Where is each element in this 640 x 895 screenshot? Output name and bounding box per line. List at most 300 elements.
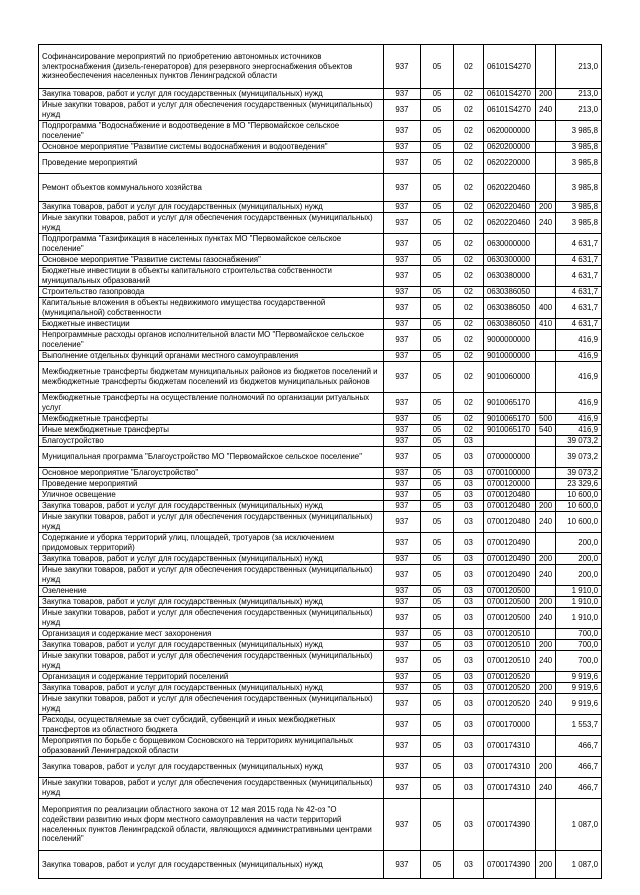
row-pr: 03: [454, 799, 484, 851]
row-name: Иные закупки товаров, работ и услуг для обеспечения государственных (муниципальных) нужд: [39, 565, 384, 586]
row-cs: 0700120520: [484, 672, 536, 683]
row-pr: 02: [454, 287, 484, 298]
row-vr: 200: [536, 757, 556, 778]
row-vr: [536, 490, 556, 501]
row-cs: 0700000000: [484, 447, 536, 468]
row-rz: 05: [421, 121, 454, 142]
row-cs: 0630300000: [484, 255, 536, 266]
row-sum: 1 087,0: [556, 851, 602, 879]
row-pr: 03: [454, 597, 484, 608]
row-name: Иные закупки товаров, работ и услуг для обеспечения государственных (муниципальных) нужд: [39, 651, 384, 672]
row-vr: 200: [536, 202, 556, 213]
row-gr: 937: [384, 121, 421, 142]
row-sum: 466,7: [556, 736, 602, 757]
row-rz: 05: [421, 694, 454, 715]
row-name: Бюджетные инвестиции: [39, 319, 384, 330]
row-vr: [536, 255, 556, 266]
table-row: [39, 174, 602, 202]
row-pr: 02: [454, 266, 484, 287]
row-pr: 02: [454, 153, 484, 174]
row-sum: 3 985,8: [556, 142, 602, 153]
row-rz: 05: [421, 362, 454, 393]
row-gr: 937: [384, 799, 421, 851]
row-rz: 05: [421, 757, 454, 778]
row-pr: 02: [454, 425, 484, 436]
row-cs: 0700174390: [484, 851, 536, 879]
row-cs: 0700174310: [484, 736, 536, 757]
row-pr: 03: [454, 468, 484, 479]
row-sum: 4 631,7: [556, 266, 602, 287]
row-name: Бюджетные инвестиции в объекты капитального строительства собственности муниципальных образований: [39, 266, 384, 287]
row-sum: 1 910,0: [556, 608, 602, 629]
row-cs: 0700120510: [484, 651, 536, 672]
row-cs: 9010065170: [484, 425, 536, 436]
row-vr: 200: [536, 683, 556, 694]
row-sum: 39 073,2: [556, 447, 602, 468]
row-name: Подпрограмма "Газификация в населенных пунктах МО "Первомайское сельское поселение": [39, 234, 384, 255]
row-name: Озеленение: [39, 586, 384, 597]
row-pr: 03: [454, 694, 484, 715]
row-sum: 10 600,0: [556, 501, 602, 512]
row-gr: 937: [384, 683, 421, 694]
row-name: Иные закупки товаров, работ и услуг для обеспечения государственных (муниципальных) нужд: [39, 694, 384, 715]
row-pr: 03: [454, 683, 484, 694]
row-rz: 05: [421, 683, 454, 694]
row-vr: 240: [536, 651, 556, 672]
row-cs: 0700120480: [484, 512, 536, 533]
row-rz: 05: [421, 586, 454, 597]
row-name: Мероприятия по борьбе с борщевиком Сосновского на территориях муниципальных образований Ленинградской области: [39, 736, 384, 757]
row-rz: 05: [421, 319, 454, 330]
row-cs: 0630386050: [484, 319, 536, 330]
row-rz: 05: [421, 436, 454, 447]
table-row: [39, 597, 602, 608]
row-sum: 4 631,7: [556, 298, 602, 319]
row-name: Организация и содержание территорий поселений: [39, 672, 384, 683]
row-name: Закупка товаров, работ и услуг для государственных (муниципальных) нужд: [39, 683, 384, 694]
row-pr: 03: [454, 490, 484, 501]
row-cs: 9010065170: [484, 393, 536, 414]
row-rz: 05: [421, 651, 454, 672]
row-gr: 937: [384, 851, 421, 879]
table-row: [39, 447, 602, 468]
row-pr: 03: [454, 715, 484, 736]
row-sum: 3 985,8: [556, 213, 602, 234]
row-vr: [536, 586, 556, 597]
table-row: [39, 319, 602, 330]
row-rz: 05: [421, 234, 454, 255]
table-row: [39, 213, 602, 234]
row-vr: [536, 287, 556, 298]
row-name: Основное мероприятие "Развитие системы водоснабжения и водоотведения": [39, 142, 384, 153]
table-row: [39, 121, 602, 142]
row-gr: 937: [384, 266, 421, 287]
row-gr: 937: [384, 597, 421, 608]
row-name: Межбюджетные трансферты: [39, 414, 384, 425]
row-name: Организация и содержание мест захоронения: [39, 629, 384, 640]
row-cs: 0700120490: [484, 533, 536, 554]
row-gr: 937: [384, 694, 421, 715]
row-gr: 937: [384, 319, 421, 330]
table-row: [39, 142, 602, 153]
row-sum: 10 600,0: [556, 512, 602, 533]
row-name: Строительство газопровода: [39, 287, 384, 298]
row-pr: 02: [454, 255, 484, 266]
row-rz: 05: [421, 468, 454, 479]
row-cs: 0620220460: [484, 213, 536, 234]
row-vr: [536, 174, 556, 202]
row-sum: 4 631,7: [556, 319, 602, 330]
row-sum: 3 985,8: [556, 202, 602, 213]
row-pr: 03: [454, 736, 484, 757]
row-cs: 0700120500: [484, 586, 536, 597]
row-name: Благоустройство: [39, 436, 384, 447]
row-sum: 700,0: [556, 640, 602, 651]
table-row: [39, 479, 602, 490]
row-pr: 03: [454, 778, 484, 799]
row-cs: 0700120520: [484, 683, 536, 694]
row-name: Ремонт объектов коммунального хозяйства: [39, 174, 384, 202]
table-row: [39, 715, 602, 736]
table-row: [39, 45, 602, 89]
row-gr: 937: [384, 202, 421, 213]
row-gr: 937: [384, 629, 421, 640]
table-row: [39, 799, 602, 851]
row-pr: 03: [454, 672, 484, 683]
row-sum: 213,0: [556, 45, 602, 89]
row-name: Расходы, осуществляемые за счет субсидий, субвенций и иных межбюджетных трансфертов из областного бюджета: [39, 715, 384, 736]
row-rz: 05: [421, 351, 454, 362]
row-gr: 937: [384, 153, 421, 174]
row-sum: 700,0: [556, 629, 602, 640]
row-vr: [536, 153, 556, 174]
row-rz: 05: [421, 45, 454, 89]
row-gr: 937: [384, 554, 421, 565]
row-vr: [536, 672, 556, 683]
row-cs: 9010000000: [484, 351, 536, 362]
row-name: Основное мероприятие "Развитие системы газоснабжения": [39, 255, 384, 266]
row-cs: 0620220460: [484, 202, 536, 213]
row-rz: 05: [421, 608, 454, 629]
row-pr: 03: [454, 447, 484, 468]
row-gr: 937: [384, 778, 421, 799]
row-gr: 937: [384, 736, 421, 757]
row-pr: 02: [454, 414, 484, 425]
row-pr: 02: [454, 174, 484, 202]
row-sum: 416,9: [556, 330, 602, 351]
row-pr: 03: [454, 757, 484, 778]
row-cs: 0700174390: [484, 799, 536, 851]
row-cs: 0700120520: [484, 694, 536, 715]
row-rz: 05: [421, 89, 454, 100]
row-cs: 0630380000: [484, 266, 536, 287]
row-name: Капитальные вложения в объекты недвижимого имущества государственной (муниципальной) собственности: [39, 298, 384, 319]
table-row: [39, 629, 602, 640]
row-rz: 05: [421, 479, 454, 490]
row-rz: 05: [421, 554, 454, 565]
table-row: [39, 436, 602, 447]
row-vr: 200: [536, 597, 556, 608]
budget-table: [38, 44, 602, 879]
row-sum: 4 631,7: [556, 287, 602, 298]
row-gr: 937: [384, 501, 421, 512]
row-gr: 937: [384, 640, 421, 651]
table-row: [39, 234, 602, 255]
row-cs: 0700120500: [484, 597, 536, 608]
row-cs: 0700174310: [484, 757, 536, 778]
row-vr: [536, 142, 556, 153]
row-pr: 03: [454, 501, 484, 512]
row-name: Закупка товаров, работ и услуг для государственных (муниципальных) нужд: [39, 501, 384, 512]
table-row: [39, 266, 602, 287]
row-gr: 937: [384, 672, 421, 683]
row-sum: 1 910,0: [556, 597, 602, 608]
row-pr: 03: [454, 608, 484, 629]
row-name: Содержание и уборка территорий улиц, площадей, тротуаров (за исключением придомовых территорий): [39, 533, 384, 554]
row-name: Непрограммные расходы органов исполнительной власти МО "Первомайское сельское поселение": [39, 330, 384, 351]
row-pr: 03: [454, 640, 484, 651]
row-vr: [536, 234, 556, 255]
row-sum: 9 919,6: [556, 694, 602, 715]
row-cs: 0700174310: [484, 778, 536, 799]
row-cs: 0630000000: [484, 234, 536, 255]
table-row: [39, 672, 602, 683]
row-pr: 02: [454, 142, 484, 153]
row-vr: [536, 447, 556, 468]
row-cs: 0700100000: [484, 468, 536, 479]
table-row: [39, 694, 602, 715]
row-rz: 05: [421, 851, 454, 879]
row-pr: 03: [454, 479, 484, 490]
row-sum: 3 985,8: [556, 174, 602, 202]
row-cs: 06101S4270: [484, 100, 536, 121]
row-rz: 05: [421, 640, 454, 651]
row-sum: 200,0: [556, 554, 602, 565]
table-row: [39, 554, 602, 565]
row-rz: 05: [421, 100, 454, 121]
table-row: [39, 414, 602, 425]
row-cs: 0630386050: [484, 287, 536, 298]
row-gr: 937: [384, 287, 421, 298]
row-gr: 937: [384, 533, 421, 554]
budget-table-body: [39, 45, 602, 879]
row-cs: 06101S4270: [484, 45, 536, 89]
row-rz: 05: [421, 715, 454, 736]
table-row: [39, 851, 602, 879]
row-pr: 02: [454, 351, 484, 362]
table-row: [39, 512, 602, 533]
row-rz: 05: [421, 629, 454, 640]
row-cs: 0700120510: [484, 629, 536, 640]
row-sum: 416,9: [556, 351, 602, 362]
row-gr: 937: [384, 479, 421, 490]
row-name: Иные закупки товаров, работ и услуг для обеспечения государственных (муниципальных) нужд: [39, 512, 384, 533]
row-vr: 410: [536, 319, 556, 330]
row-gr: 937: [384, 330, 421, 351]
row-rz: 05: [421, 736, 454, 757]
row-vr: 240: [536, 565, 556, 586]
row-rz: 05: [421, 266, 454, 287]
row-vr: 240: [536, 512, 556, 533]
row-gr: 937: [384, 715, 421, 736]
row-sum: 466,7: [556, 757, 602, 778]
row-gr: 937: [384, 414, 421, 425]
row-vr: 400: [536, 298, 556, 319]
table-row: [39, 362, 602, 393]
row-cs: 0700120480: [484, 490, 536, 501]
row-vr: [536, 468, 556, 479]
row-cs: 0700120490: [484, 554, 536, 565]
row-name: Закупка товаров, работ и услуг для государственных (муниципальных) нужд: [39, 597, 384, 608]
row-name: Мероприятия по реализации областного закона от 12 мая 2015 года № 42-оз "О содействии развитию иных форм местного самоуправления на части территорий населенных пунктов Ленинградской области, являющихся административными центрами поселений": [39, 799, 384, 851]
row-cs: 0620200000: [484, 142, 536, 153]
row-cs: 0620220000: [484, 153, 536, 174]
row-gr: 937: [384, 234, 421, 255]
row-gr: 937: [384, 393, 421, 414]
table-row: [39, 683, 602, 694]
table-row: [39, 736, 602, 757]
row-cs: 9010065170: [484, 414, 536, 425]
row-vr: 200: [536, 89, 556, 100]
row-rz: 05: [421, 142, 454, 153]
row-pr: 02: [454, 45, 484, 89]
table-row: [39, 533, 602, 554]
row-gr: 937: [384, 45, 421, 89]
row-name: Муниципальная программа "Благоустройство МО "Первомайское сельское поселение": [39, 447, 384, 468]
row-vr: [536, 629, 556, 640]
row-vr: [536, 736, 556, 757]
row-cs: 0620220460: [484, 174, 536, 202]
row-pr: 02: [454, 393, 484, 414]
table-row: [39, 330, 602, 351]
row-sum: 9 919,6: [556, 672, 602, 683]
row-rz: 05: [421, 565, 454, 586]
row-sum: 416,9: [556, 393, 602, 414]
row-pr: 03: [454, 651, 484, 672]
row-gr: 937: [384, 213, 421, 234]
row-gr: 937: [384, 174, 421, 202]
row-gr: 937: [384, 757, 421, 778]
row-vr: 240: [536, 778, 556, 799]
table-row: [39, 608, 602, 629]
row-vr: 200: [536, 851, 556, 879]
row-sum: 4 631,7: [556, 255, 602, 266]
row-sum: 200,0: [556, 565, 602, 586]
table-row: [39, 425, 602, 436]
row-pr: 02: [454, 89, 484, 100]
row-name: Иные закупки товаров, работ и услуг для обеспечения государственных (муниципальных) нужд: [39, 778, 384, 799]
row-rz: 05: [421, 672, 454, 683]
row-gr: 937: [384, 89, 421, 100]
row-pr: 03: [454, 436, 484, 447]
row-pr: 03: [454, 554, 484, 565]
row-pr: 02: [454, 362, 484, 393]
row-name: Иные закупки товаров, работ и услуг для обеспечения государственных (муниципальных) нужд: [39, 100, 384, 121]
table-row: [39, 651, 602, 672]
row-gr: 937: [384, 255, 421, 266]
row-vr: [536, 330, 556, 351]
row-pr: 03: [454, 533, 484, 554]
row-pr: 02: [454, 213, 484, 234]
row-vr: 240: [536, 608, 556, 629]
row-vr: [536, 479, 556, 490]
row-vr: [536, 436, 556, 447]
row-gr: 937: [384, 565, 421, 586]
row-cs: 0620000000: [484, 121, 536, 142]
row-pr: 02: [454, 121, 484, 142]
row-name: Софинансирование мероприятий по приобретению автономных источников электроснабжения (дизель-генераторов) для резервного энергоснабжения объектов жизнеобеспечения населенных пунктов Ленинградской области: [39, 45, 384, 89]
row-cs: 0700120480: [484, 501, 536, 512]
row-gr: 937: [384, 651, 421, 672]
row-sum: 1 553,7: [556, 715, 602, 736]
row-rz: 05: [421, 202, 454, 213]
table-row: [39, 468, 602, 479]
row-sum: 213,0: [556, 100, 602, 121]
row-gr: 937: [384, 586, 421, 597]
row-rz: 05: [421, 414, 454, 425]
row-name: Иные закупки товаров, работ и услуг для обеспечения государственных (муниципальных) нужд: [39, 213, 384, 234]
row-sum: 213,0: [556, 89, 602, 100]
row-gr: 937: [384, 362, 421, 393]
row-vr: [536, 351, 556, 362]
table-row: [39, 287, 602, 298]
row-vr: [536, 45, 556, 89]
row-pr: 03: [454, 565, 484, 586]
row-rz: 05: [421, 512, 454, 533]
row-gr: 937: [384, 425, 421, 436]
row-sum: 3 985,8: [556, 153, 602, 174]
row-sum: 39 073,2: [556, 468, 602, 479]
row-sum: 23 329,6: [556, 479, 602, 490]
row-rz: 05: [421, 597, 454, 608]
row-rz: 05: [421, 490, 454, 501]
row-sum: 200,0: [556, 533, 602, 554]
row-rz: 05: [421, 298, 454, 319]
row-gr: 937: [384, 468, 421, 479]
row-rz: 05: [421, 255, 454, 266]
row-rz: 05: [421, 153, 454, 174]
table-row: [39, 89, 602, 100]
row-vr: 240: [536, 694, 556, 715]
row-cs: 0700120500: [484, 608, 536, 629]
table-row: [39, 202, 602, 213]
row-name: Иные межбюджетные трансферты: [39, 425, 384, 436]
table-row: [39, 757, 602, 778]
row-vr: 240: [536, 100, 556, 121]
row-gr: 937: [384, 608, 421, 629]
row-vr: [536, 533, 556, 554]
table-row: [39, 393, 602, 414]
row-sum: 1 087,0: [556, 799, 602, 851]
row-gr: 937: [384, 436, 421, 447]
row-gr: 937: [384, 298, 421, 319]
table-row: [39, 501, 602, 512]
row-rz: 05: [421, 174, 454, 202]
row-name: Проведение мероприятий: [39, 479, 384, 490]
row-sum: 466,7: [556, 778, 602, 799]
row-sum: 10 600,0: [556, 490, 602, 501]
row-cs: 0700120510: [484, 640, 536, 651]
row-rz: 05: [421, 425, 454, 436]
row-vr: [536, 715, 556, 736]
table-row: [39, 100, 602, 121]
row-name: Проведение мероприятий: [39, 153, 384, 174]
table-row: [39, 351, 602, 362]
row-name: Закупка товаров, работ и услуг для государственных (муниципальных) нужд: [39, 202, 384, 213]
row-gr: 937: [384, 490, 421, 501]
row-gr: 937: [384, 142, 421, 153]
row-cs: [484, 436, 536, 447]
